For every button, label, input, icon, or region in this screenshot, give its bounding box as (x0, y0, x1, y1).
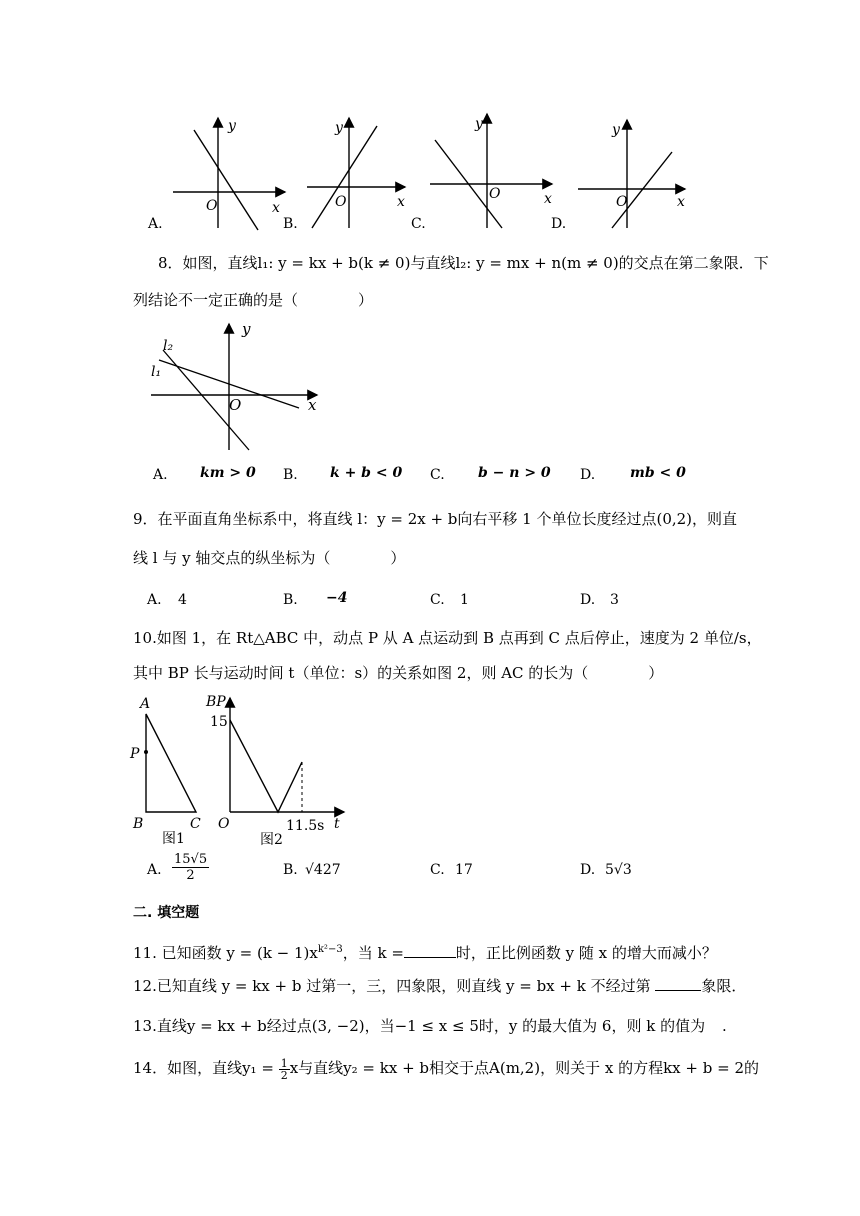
svg-text:11.5s: 11.5s (286, 818, 325, 834)
svg-text:O: O (489, 186, 501, 202)
q10-stem-line1: 10.如图 1，在 Rt△ABC 中，动点 P 从 A 点运动到 B 点再到 C 点后停止，速度为 2 单位/s， (133, 629, 762, 647)
q10-stem-line2: 其中 BP 长与运动时间 t（单位：s）的关系如图 2，则 AC 的长为（ ） (133, 664, 664, 682)
q11-blank[interactable] (404, 943, 456, 958)
svg-text:x: x (308, 396, 317, 414)
q8-option-b-label: B. (283, 467, 298, 483)
svg-text:t: t (334, 816, 340, 832)
q10-option-a-den: 2 (186, 868, 195, 883)
q8-option-c-label: C. (430, 467, 445, 483)
q10-figure2 (200, 686, 350, 852)
q9-option-d-text: 3 (610, 592, 619, 608)
svg-text:l₁: l₁ (151, 364, 162, 380)
q14-post: x与直线y₂ = kx + b相交于点A(m,2)，则关于 x 的方程kx + b = 2的 (289, 1059, 759, 1077)
svg-text:O: O (229, 396, 242, 414)
q10-option-d-label: D. (580, 862, 596, 878)
q13-end: . (722, 1017, 727, 1035)
q11-exponent: k²−3 (317, 944, 343, 955)
svg-text:y: y (335, 120, 343, 136)
q10-option-b-text: √427 (305, 862, 341, 878)
q8-option-b-text: k + b < 0 (330, 465, 403, 481)
q7-option-d: D. (551, 216, 567, 232)
q9-option-b-text: −4 (326, 590, 348, 606)
svg-text:C: C (190, 816, 201, 832)
svg-text:y: y (228, 118, 236, 134)
q7-option-a: A. (148, 216, 163, 232)
bp-graph-line (230, 720, 302, 812)
q9-option-d-label: D. (580, 592, 596, 608)
svg-text:P: P (130, 746, 140, 762)
q10-option-a-fraction (172, 852, 209, 883)
q10-fig1-svg (128, 692, 208, 852)
q9-option-b-label: B. (283, 592, 298, 608)
q13-text: 13.直线y = kx + b经过点(3, −2)，当−1 ≤ x ≤ 5时，y 的最大值为 6，则 k 的值为 (133, 1017, 706, 1035)
q7-option-c: C. (411, 216, 426, 232)
q10-option-a-num: 15√5 (174, 852, 208, 867)
svg-text:x: x (677, 194, 685, 210)
svg-text:x: x (272, 200, 280, 216)
q9-option-a-text: 4 (178, 592, 187, 608)
q8-figure-svg (145, 320, 325, 452)
q8-option-d-label: D. (580, 467, 596, 483)
svg-text:x: x (544, 191, 552, 207)
q8-stem-line2: 列结论不一定正确的是（ ） (133, 291, 374, 309)
q10-option-b-label: B. (283, 862, 298, 878)
q9-option-c-text: 1 (460, 592, 469, 608)
q14-pre: 14．如图，直线y₁ = (133, 1059, 274, 1077)
q11-pre: 11. 已知函数 y = (k − 1)x (133, 944, 318, 962)
svg-text:x: x (397, 194, 405, 210)
q8-figure (145, 320, 325, 452)
q8-option-d-text: mb < 0 (630, 465, 686, 481)
q14 (133, 1057, 759, 1081)
q8-stem-line1: 8．如图，直线l₁: y = kx + b(k ≠ 0)与直线l₂: y = mx + n(m ≠ 0)的交点在第二象限．下 (158, 254, 769, 272)
q11-mid: ，当 k = (342, 944, 404, 962)
svg-text:O: O (206, 198, 218, 214)
q11-post: 时，正比例函数 y 随 x 的增大而减小？ (455, 944, 717, 962)
svg-text:O: O (616, 194, 628, 210)
q10-option-a-label: A. (147, 862, 162, 878)
svg-text:l₂: l₂ (163, 338, 174, 354)
q8-option-a-text: km > 0 (200, 465, 256, 481)
svg-text:y: y (612, 122, 620, 138)
svg-text:y: y (475, 116, 483, 132)
svg-text:图1: 图1 (162, 831, 185, 847)
q9-stem-line1: 9．在平面直角坐标系中，将直线 l：y = 2x + b向右平移 1 个单位长度经过点(0,2)，则直 (133, 510, 738, 528)
svg-text:15: 15 (210, 714, 228, 730)
q10-figure1 (128, 692, 208, 852)
q9-option-c-label: C. (430, 592, 445, 608)
q10-option-c-label: C. (430, 862, 445, 878)
q12 (133, 975, 746, 997)
q10-fig2-svg (200, 686, 350, 852)
q8-option-a-label: A. (153, 467, 168, 483)
q7-graph-a (173, 118, 285, 230)
q10-option-c-text: 17 (455, 862, 473, 878)
svg-text:O: O (218, 816, 230, 832)
section-heading-fill-in: 二. 填空题 (133, 905, 200, 921)
q9-option-a-label: A. (147, 592, 162, 608)
svg-text:BP: BP (206, 694, 226, 710)
q14-frac-num: 1 (280, 1056, 288, 1070)
svg-text:O: O (335, 194, 347, 210)
q12-pre: 12.已知直线 y = kx + b 过第一，三，四象限，则直线 y = bx + k 不经过第 (133, 977, 656, 995)
q14-frac-den: 2 (280, 1068, 288, 1082)
q12-post: 象限． (701, 977, 747, 995)
svg-text:y: y (242, 320, 251, 338)
q7-graph-c (430, 114, 552, 228)
q7-graph-d (578, 120, 685, 228)
q7-graph-b (307, 118, 405, 228)
q11 (133, 939, 717, 964)
svg-text:A: A (140, 696, 151, 712)
q7-option-b: B. (283, 216, 298, 232)
point-p (144, 750, 148, 754)
svg-text:图2: 图2 (260, 832, 283, 848)
q10-option-d-text: 5√3 (605, 862, 632, 878)
q9-stem-line2: 线 l 与 y 轴交点的纵坐标为（ ） (133, 549, 406, 567)
q12-blank[interactable] (655, 976, 701, 991)
svg-text:B: B (133, 816, 144, 832)
q8-option-c-text: b − n > 0 (478, 465, 551, 481)
